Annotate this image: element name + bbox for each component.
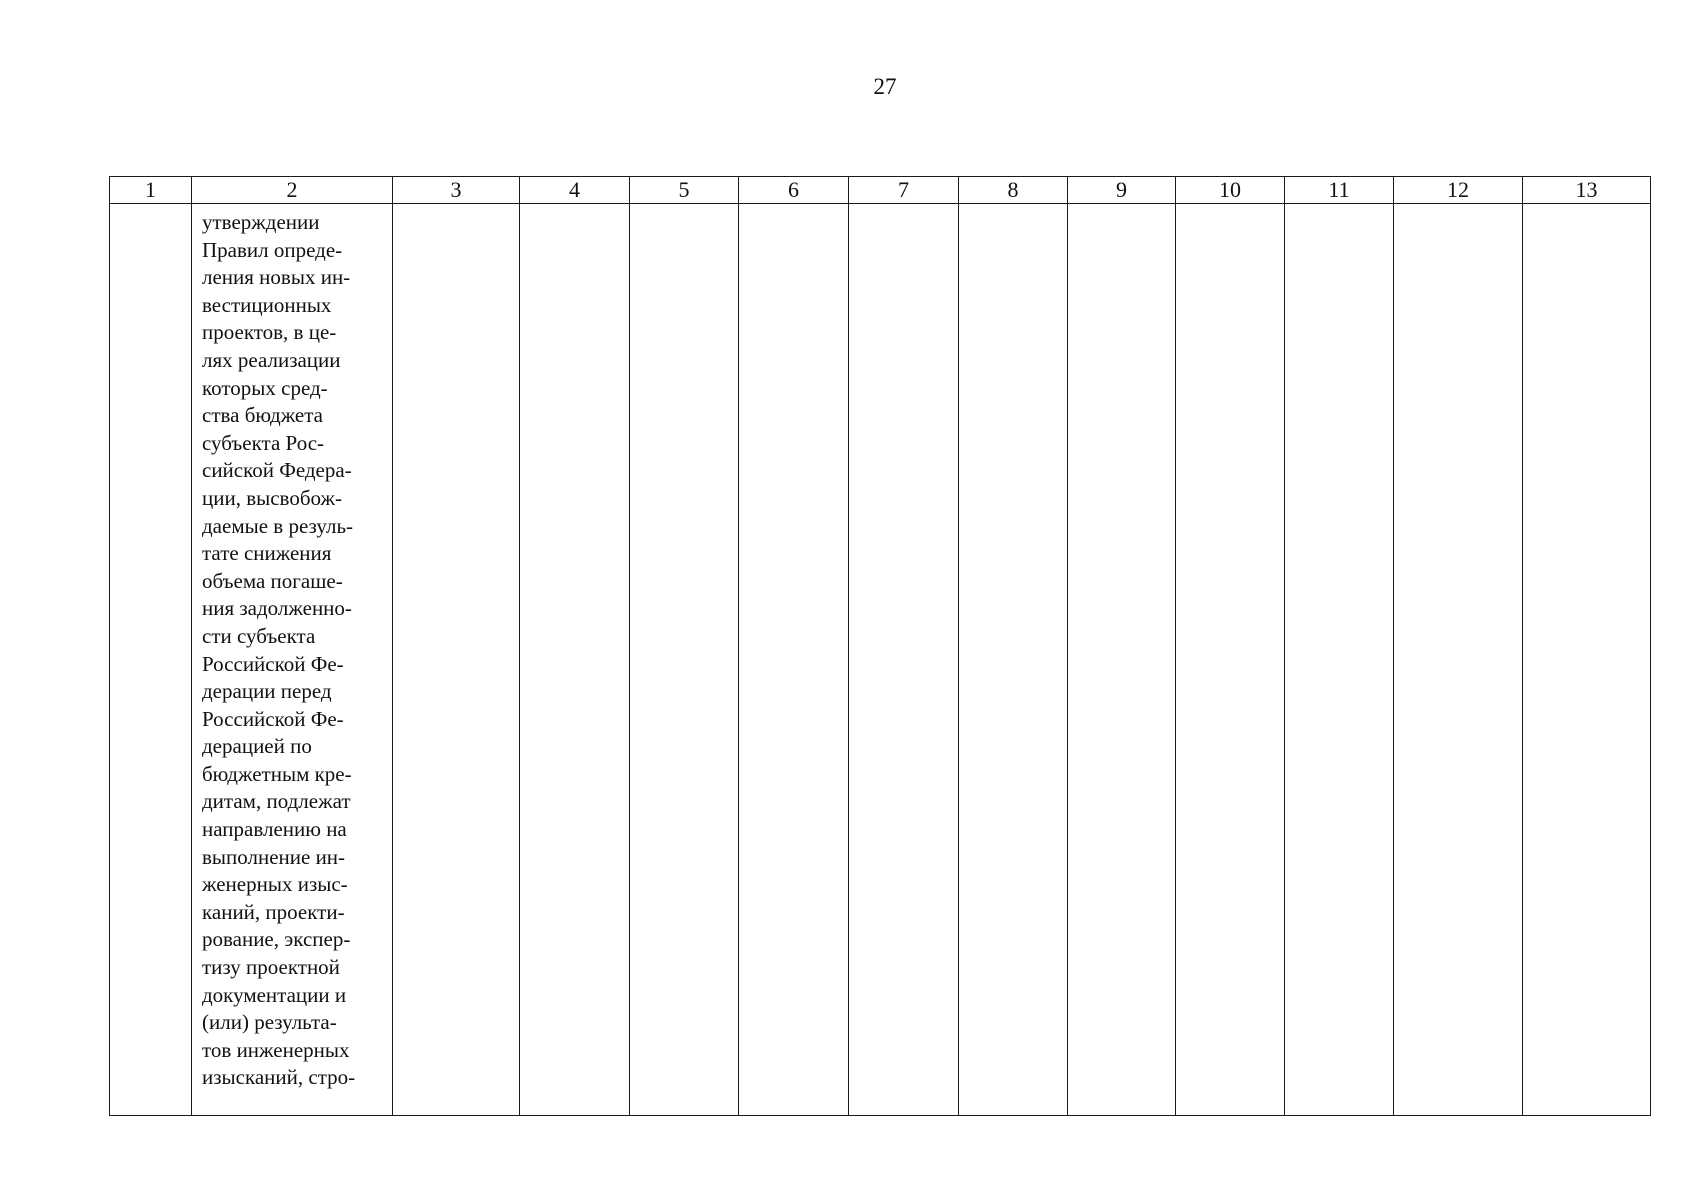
column-header-3: 3: [393, 177, 520, 204]
column-header-1: 1: [110, 177, 192, 204]
cell-col-13: [1523, 204, 1651, 1116]
cell-col-4: [520, 204, 630, 1116]
column-header-5: 5: [630, 177, 739, 204]
cell-col-2-text: утверждении Правил опреде- ления новых ин- вестиционных проектов, в це- лях реализации которых сред- ства бюджета субъекта Рос- сийской Федера- ции, высвобож- даемые в резуль- тате снижения объема погаше- ния задолженно- сти субъекта Российской Фе- дерации перед Российской Фе- дерацией по бюджетным кре- дитам, подлежат направлению на выполнение ин- женерных изыс- каний, проекти- рование, экспер- тизу проектной документации и (или) результа- тов инженерных изысканий, стро-: [192, 204, 393, 1116]
cell-col-10: [1176, 204, 1285, 1116]
cell-col-3: [393, 204, 520, 1116]
cell-col-9: [1068, 204, 1176, 1116]
table-row: [110, 204, 1651, 1116]
column-header-10: 10: [1176, 177, 1285, 204]
column-header-9: 9: [1068, 177, 1176, 204]
column-header-11: 11: [1285, 177, 1394, 204]
page-number: 27: [873, 74, 897, 99]
cell-col-5: [630, 204, 739, 1116]
column-header-13: 13: [1523, 177, 1651, 204]
column-header-2: 2: [192, 177, 393, 204]
column-header-8: 8: [959, 177, 1068, 204]
header-row: [110, 177, 1651, 204]
cell-col-7: [849, 204, 959, 1116]
cell-col-6: [739, 204, 849, 1116]
column-header-6: 6: [739, 177, 849, 204]
cell-col-8: [959, 204, 1068, 1116]
column-header-7: 7: [849, 177, 959, 204]
cell-col-11: [1285, 204, 1394, 1116]
column-header-12: 12: [1394, 177, 1523, 204]
column-header-4: 4: [520, 177, 630, 204]
cell-col-12: [1394, 204, 1523, 1116]
data-table: [109, 176, 1651, 1116]
cell-col-1: [110, 204, 192, 1116]
